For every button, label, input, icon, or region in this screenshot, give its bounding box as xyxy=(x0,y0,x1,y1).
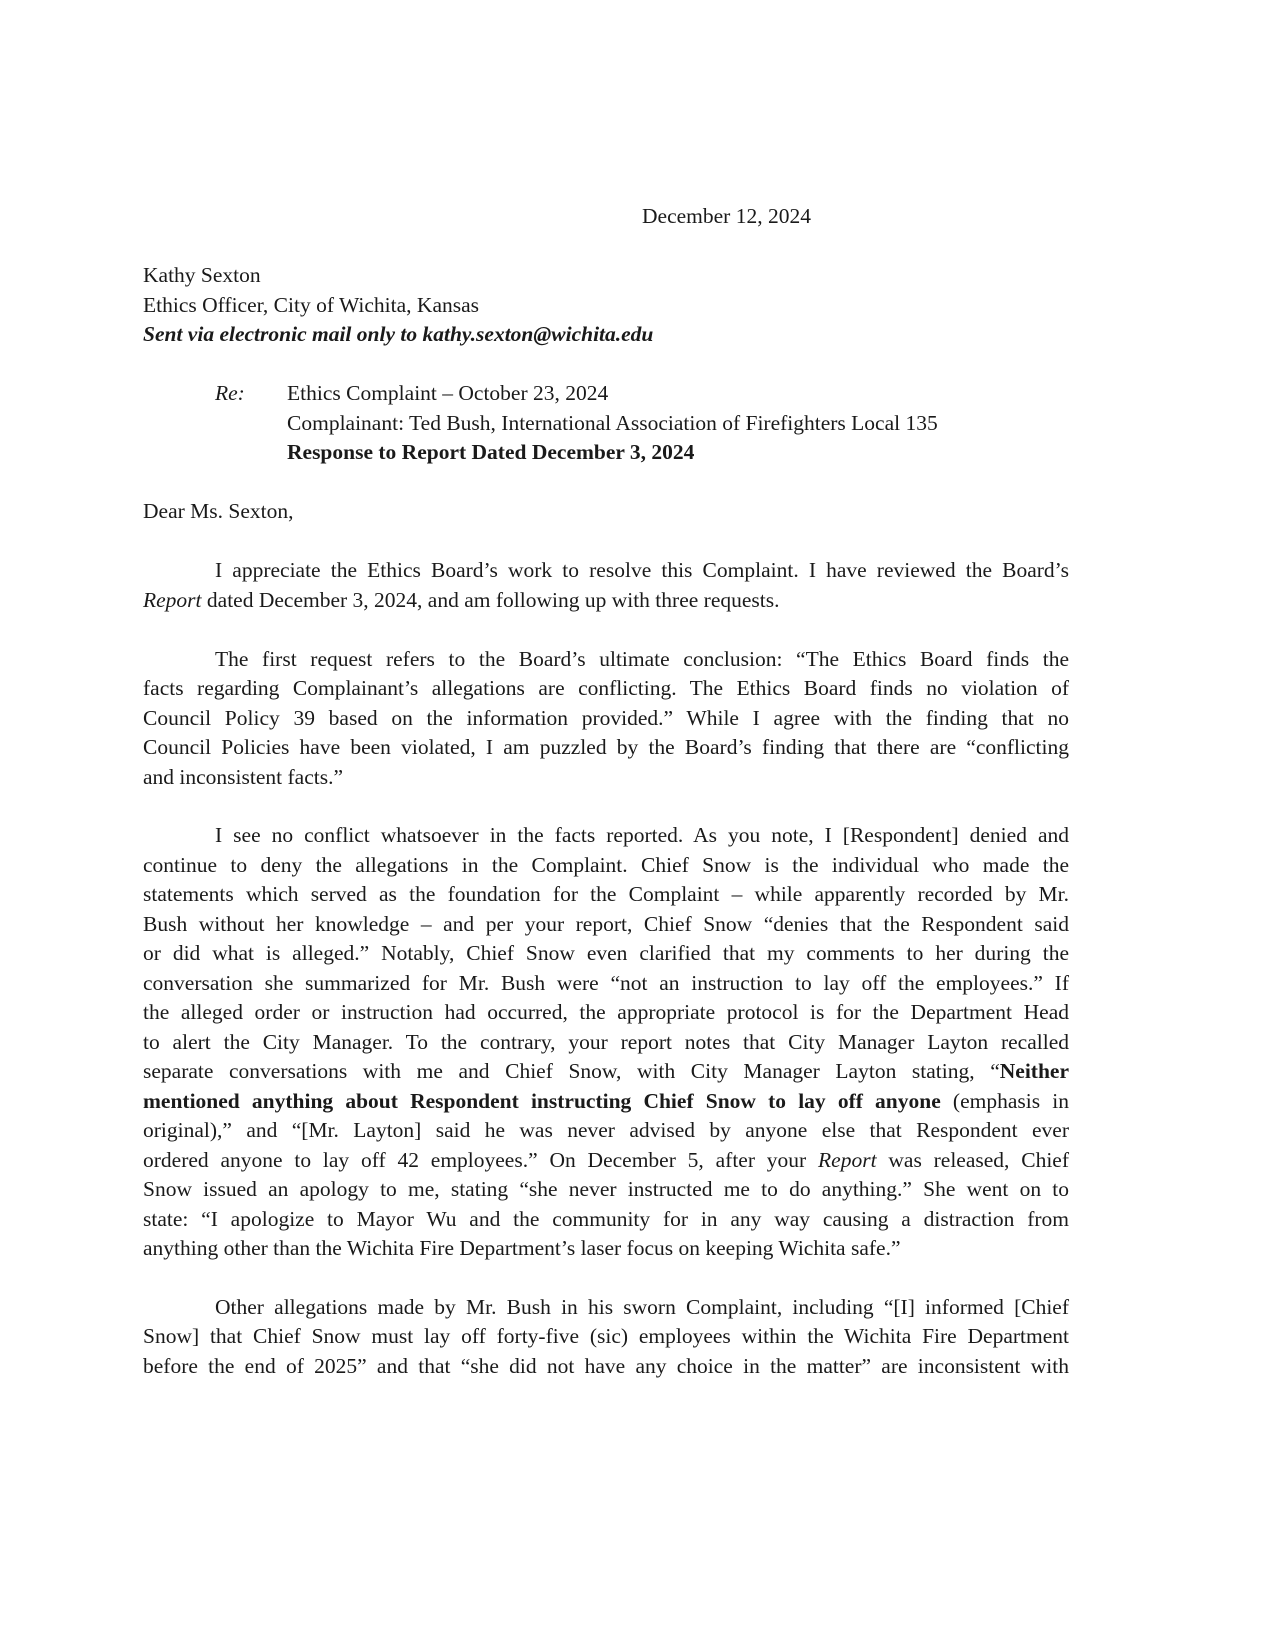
paragraph-4-line: Other allegations made by Mr. Bush in his sworn Complaint, including “[I] informed [Chief xyxy=(215,1295,1069,1319)
paragraph-3-line: mentioned anything about Respondent instructing Chief Snow to lay off anyone (emphasis in xyxy=(143,1089,1069,1113)
recipient-name: Kathy Sexton xyxy=(143,263,261,287)
paragraph-3-line: separate conversations with me and Chief Snow, with City Manager Layton stating, “Neither xyxy=(143,1059,1069,1083)
report-italic: Report xyxy=(818,1148,877,1172)
report-italic: Report xyxy=(143,588,202,612)
paragraph-2-line: The first request refers to the Board’s ultimate conclusion: “The Ethics Board finds the xyxy=(215,647,1069,671)
paragraph-3-line: state: “I apologize to Mayor Wu and the community for in any way causing a distraction from xyxy=(143,1207,1069,1231)
paragraph-3-line: statements which served as the foundation for the Complaint – while apparently recorded by Mr. xyxy=(143,882,1069,906)
re-line-subject: Ethics Complaint – October 23, 2024 xyxy=(287,381,609,405)
paragraph-3-line: Bush without her knowledge – and per your report, Chief Snow “denies that the Respondent said xyxy=(143,912,1069,936)
re-line-response: Response to Report Dated December 3, 2024 xyxy=(287,440,695,464)
paragraph-3-line: I see no conflict whatsoever in the facts reported. As you note, I [Respondent] denied and xyxy=(215,823,1069,847)
paragraph-2-line: Council Policy 39 based on the information provided.” While I agree with the finding that no xyxy=(143,706,1069,730)
paragraph-3-line: anything other than the Wichita Fire Department’s laser focus on keeping Wichita safe.” xyxy=(143,1236,901,1260)
letter-date: December 12, 2024 xyxy=(642,204,811,228)
re-label: Re: xyxy=(215,381,245,405)
paragraph-1-line: I appreciate the Ethics Board’s work to resolve this Complaint. I have reviewed the Board’s xyxy=(215,558,1069,582)
recipient-title: Ethics Officer, City of Wichita, Kansas xyxy=(143,293,480,317)
paragraph-3-line: the alleged order or instruction had occurred, the appropriate protocol is for the Department Head xyxy=(143,1000,1069,1024)
paragraph-1-line: Report dated December 3, 2024, and am following up with three requests. xyxy=(143,588,780,612)
emphasis-bold: Neither xyxy=(999,1059,1069,1083)
paragraph-3-line: ordered anyone to lay off 42 employees.” On December 5, after your Report was released, Chief xyxy=(143,1148,1069,1172)
paragraph-3-line: continue to deny the allegations in the Complaint. Chief Snow is the individual who made the xyxy=(143,853,1069,877)
paragraph-3-line: or did what is alleged.” Notably, Chief Snow even clarified that my comments to her during the xyxy=(143,941,1069,965)
delivery-note: Sent via electronic mail only to kathy.sexton@wichita.edu xyxy=(143,322,654,346)
re-line-complainant: Complainant: Ted Bush, International Association of Firefighters Local 135 xyxy=(287,411,938,435)
paragraph-2-line: Council Policies have been violated, I am puzzled by the Board’s finding that there are “conflicting xyxy=(143,735,1069,759)
paragraph-3-line: Snow issued an apology to me, stating “she never instructed me to do anything.” She went on to xyxy=(143,1177,1069,1201)
paragraph-4-line: Snow] that Chief Snow must lay off forty-five (sic) employees within the Wichita Fire Department xyxy=(143,1324,1069,1348)
paragraph-4-line: before the end of 2025” and that “she did not have any choice in the matter” are inconsistent with xyxy=(143,1354,1069,1378)
paragraph-3-line: conversation she summarized for Mr. Bush were “not an instruction to lay off the employees.” If xyxy=(143,971,1069,995)
paragraph-2-line: and inconsistent facts.” xyxy=(143,765,344,789)
emphasis-bold: mentioned anything about Respondent instructing Chief Snow to lay off anyone xyxy=(143,1089,941,1113)
salutation: Dear Ms. Sexton, xyxy=(143,499,294,523)
paragraph-3-line: original),” and “[Mr. Layton] said he was never advised by anyone else that Respondent ever xyxy=(143,1118,1069,1142)
paragraph-2-line: facts regarding Complainant’s allegations are conflicting. The Ethics Board finds no violation of xyxy=(143,676,1069,700)
paragraph-3-line: to alert the City Manager. To the contrary, your report notes that City Manager Layton recalled xyxy=(143,1030,1069,1054)
